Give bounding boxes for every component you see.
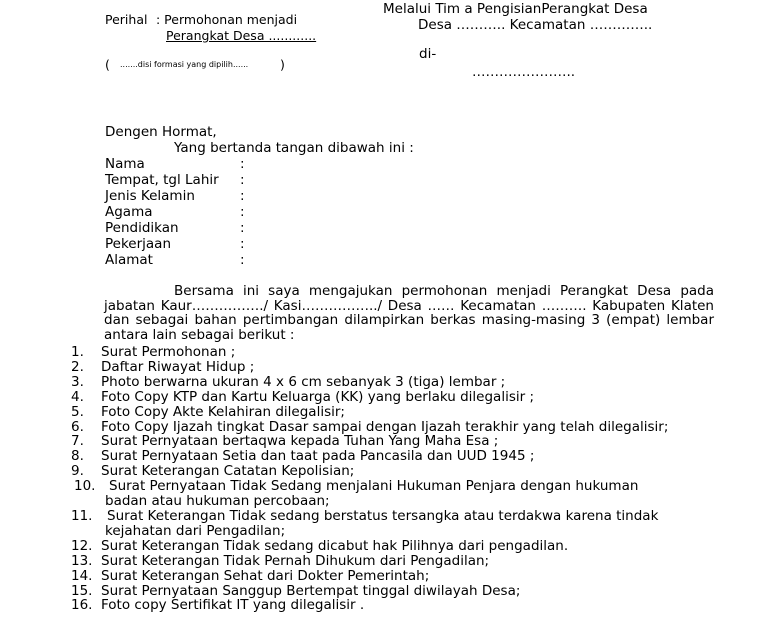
field-label-agama: Agama xyxy=(105,204,153,220)
list-text: Surat Keterangan Catatan Kepolisian; xyxy=(101,463,355,480)
field-colon: : xyxy=(240,220,245,236)
list-item xyxy=(0,539,715,554)
list-item xyxy=(0,479,715,509)
list-item xyxy=(0,569,715,584)
list-number: 9. xyxy=(71,463,84,480)
list-number: 3. xyxy=(71,373,84,390)
list-number: 14. xyxy=(71,567,93,584)
list-item xyxy=(0,405,715,420)
field-colon: : xyxy=(240,204,245,220)
list-number: 7. xyxy=(71,433,84,450)
list-item xyxy=(0,464,715,479)
field-label-tempat-tgl-lahir: Tempat, tgl Lahir xyxy=(105,172,219,188)
list-number: 8. xyxy=(71,448,84,465)
list-number: 4. xyxy=(71,388,84,405)
list-item xyxy=(0,434,715,449)
field-colon: : xyxy=(240,156,245,172)
list-number: 15. xyxy=(71,582,93,599)
list-number: 5. xyxy=(71,403,84,420)
list-number: 1. xyxy=(71,344,84,360)
formasi-note-open: ( xyxy=(105,57,110,72)
attachment-list xyxy=(0,345,715,613)
list-text: Foto copy Sertifikat IT yang dilegalisir . xyxy=(101,597,365,614)
list-text: Surat Pernyataan Tidak Sedang menjalani Hukuman Penjara dengan hukuman xyxy=(109,478,639,495)
recipient-line-1: Melalui Tim a PengisianPerangkat Desa xyxy=(383,1,648,17)
list-text: Surat Pernyataan Setia dan taat pada Pancasila dan UUD 1945 ; xyxy=(101,448,535,465)
list-number: 11. xyxy=(71,507,93,524)
list-item xyxy=(0,584,715,599)
list-number: 10. xyxy=(74,478,96,495)
perihal-label: Perihal xyxy=(105,12,148,27)
list-text-continuation: badan atau hukuman percobaan; xyxy=(105,493,330,510)
field-colon: : xyxy=(240,252,245,268)
greeting: Dengen Hormat, xyxy=(105,124,217,140)
list-text: Surat Keterangan Sehat dari Dokter Pemerintah; xyxy=(101,567,430,584)
perihal-line-1: : Permohonan menjadi xyxy=(156,12,298,27)
list-text: Daftar Riwayat Hidup ; xyxy=(101,358,255,375)
recipient-place: ………………….. xyxy=(472,64,576,80)
field-label-pendidikan: Pendidikan xyxy=(105,220,179,236)
list-item xyxy=(0,598,715,613)
field-colon: : xyxy=(240,236,245,252)
list-number: 2. xyxy=(71,358,84,375)
list-item xyxy=(0,420,715,435)
field-colon: : xyxy=(240,188,245,204)
field-label-pekerjaan: Pekerjaan xyxy=(105,236,172,252)
list-number: 6. xyxy=(71,418,84,435)
recipient-line-2: Desa ……….. Kecamatan ………….. xyxy=(418,17,653,33)
list-text: Surat Pernyataan bertaqwa kepada Tuhan Yang Maha Esa ; xyxy=(101,433,499,450)
formasi-note-close: ) xyxy=(280,57,285,72)
field-label-nama: Nama xyxy=(105,156,145,172)
list-number: 13. xyxy=(71,552,93,569)
list-text: Surat Keterangan Tidak Pernah Dihukum dari Pengadilan; xyxy=(101,552,490,569)
list-text: Surat Pernyataan Sanggup Bertempat tinggal diwilayah Desa; xyxy=(101,582,521,599)
list-item xyxy=(0,509,715,539)
list-item xyxy=(0,360,715,375)
list-text: Photo berwarna ukuran 4 x 6 cm sebanyak 3 (tiga) lembar ; xyxy=(101,373,506,390)
perihal-line-2: Perangkat Desa ............ xyxy=(166,28,317,43)
recipient-di: di- xyxy=(419,46,437,62)
list-text: Foto Copy Ijazah tingkat Dasar sampai dengan Ijazah terakhir yang telah dilegalisir; xyxy=(101,418,669,435)
field-label-alamat: Alamat xyxy=(105,252,153,268)
body-paragraph: Bersama ini saya mengajukan permohonan menjadi Perangkat Desa pada jabatan Kaur……………./ Kasi……………../ Desa …… Kecamatan ………. Kabupaten Klaten dan sebagai bahan pertimbangan dilampirkan berkas masing-masing 3 (empat) lembar antara lain sebagai berikut : xyxy=(104,283,714,343)
formasi-note: .......disi formasi yang dipilih...... xyxy=(120,60,249,69)
list-text: Surat Permohonan ; xyxy=(101,344,236,360)
list-item xyxy=(0,390,715,405)
list-text: Foto Copy KTP dan Kartu Keluarga (KK) yang berlaku dilegalisir ; xyxy=(101,388,534,405)
field-colon: : xyxy=(240,172,245,188)
list-text: Surat Keterangan Tidak sedang dicabut hak Pilihnya dari pengadilan. xyxy=(101,537,569,554)
field-label-jenis-kelamin: Jenis Kelamin xyxy=(105,188,195,204)
list-item xyxy=(0,345,715,360)
list-item xyxy=(0,375,715,390)
intro-line: Yang bertanda tangan dibawah ini : xyxy=(174,140,414,156)
list-item xyxy=(0,554,715,569)
list-text-continuation: kejahatan dari Pengadilan; xyxy=(105,522,286,539)
list-item xyxy=(0,449,715,464)
list-text: Foto Copy Akte Kelahiran dilegalisir; xyxy=(101,403,345,420)
list-text: Surat Keterangan Tidak sedang berstatus tersangka atau terdakwa karena tindak xyxy=(107,507,659,524)
list-number: 12. xyxy=(71,537,93,554)
list-number: 16. xyxy=(71,597,93,614)
